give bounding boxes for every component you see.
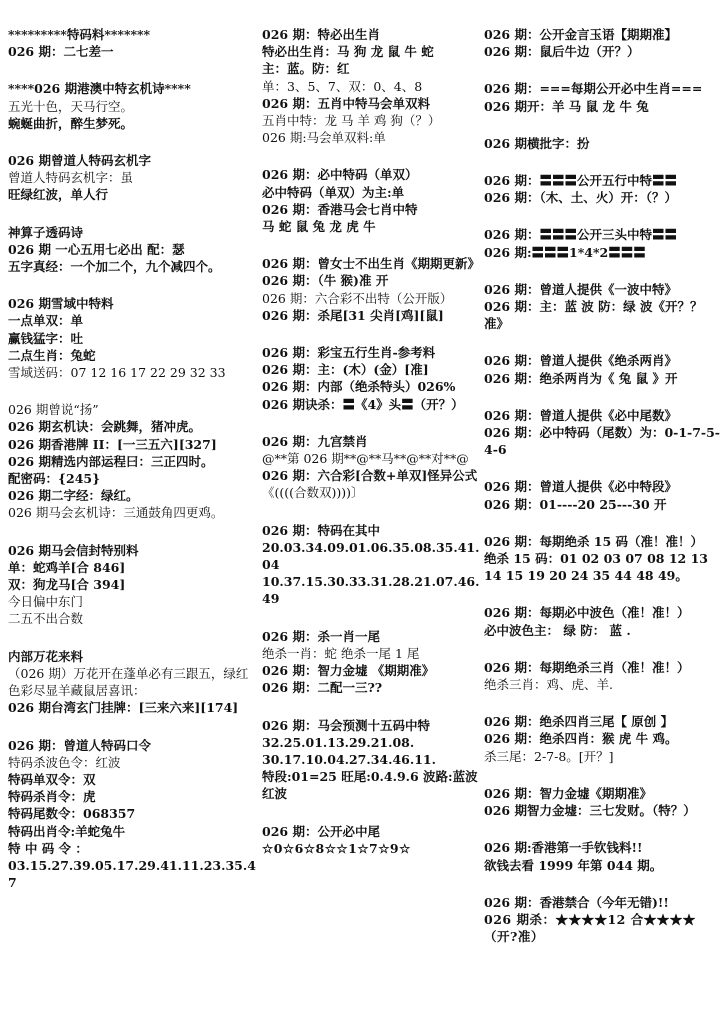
text-line: 026 期：内部（绝杀特头）026% — [262, 379, 456, 395]
text-line: 特必出生肖：马 狗 龙 鼠 牛 蛇 — [262, 44, 434, 60]
text-block — [484, 713, 720, 765]
text-line: 特 中 码 令 ： — [8, 840, 88, 856]
text-line: 二点生肖：兔蛇 — [8, 347, 96, 363]
text-block — [484, 894, 720, 946]
text-line: 特码单双令：双 — [8, 771, 96, 787]
text-block — [484, 478, 720, 512]
text-line: 配密码：{245} — [8, 471, 101, 487]
text-block — [262, 26, 484, 146]
text-line: 026 期：智力金墟《期期准》 — [484, 785, 652, 801]
text-line: 026 期：六合彩不出特（公开版） — [262, 290, 453, 306]
text-line: 雪域送码：07 12 16 17 22 29 32 33 — [8, 365, 226, 381]
text-line: 026 期：曾道人提供《一波中特》 — [484, 281, 677, 297]
text-line: 026 期开：羊 马 鼠 龙 牛 兔 — [484, 98, 649, 114]
text-line: 026 期：杀一肖一尾 — [262, 628, 380, 644]
text-line: 026 期：曾道人提供《绝杀两肖》 — [484, 353, 677, 369]
text-line: *********特码料******* — [8, 27, 151, 42]
text-line: 内部万花来料 — [8, 648, 84, 664]
text-line: 马 蛇 鼠 兔 龙 虎 牛 — [262, 219, 376, 235]
text-line: 特码出肖令:羊蛇兔牛 — [8, 823, 126, 839]
text-line: 026 期：主：(木）(金）[准] — [262, 362, 429, 378]
text-block — [484, 135, 720, 152]
text-line: 026 期曾说“扬” — [8, 402, 99, 418]
text-line: 026 期：曾道人特码口令 — [8, 737, 151, 753]
text-line: 绝杀 15 码：01 02 03 07 08 12 13 14 15 19 20 24 35 44 48 49。 — [484, 551, 708, 584]
text-line: 曾道人特码玄机字：虽 — [8, 170, 134, 186]
text-block — [262, 717, 484, 803]
text-block — [8, 295, 256, 381]
text-line: 026 期：彩宝五行生肖-参考料 — [262, 345, 436, 361]
text-line: 单：3、5、7、双：0、4、8 — [262, 78, 423, 94]
text-block — [484, 281, 720, 333]
text-line: 026 期：杀尾[31 尖肖[鸡][鼠] — [262, 307, 444, 323]
text-line: 026 期：二配一三?? — [262, 680, 383, 696]
text-line: 杀三尾：2-7-8。[开？] — [484, 748, 614, 764]
text-block — [8, 26, 256, 60]
text-line: 10.37.15.30.33.31.28.21.07.46.49 — [262, 574, 480, 607]
text-line: 026 期曾道人特码玄机字 — [8, 153, 151, 169]
text-line: 026 期：曾道人提供《必中尾数》 — [484, 407, 677, 423]
text-line: 026 期：绝杀两肖为《 兔 鼠 》开 — [484, 370, 678, 386]
text-line: 必中特码（单双）为主:单 — [262, 184, 405, 200]
text-line: 特段:01=25 旺尾:0.4.9.6 波路:蓝波红波 — [262, 769, 478, 802]
text-line: 026 期雪域中特料 — [8, 296, 114, 312]
text-line: 026 期：（牛 猴)准 开 — [262, 273, 389, 289]
text-line: 026 期：01----20 25---30 开 — [484, 496, 667, 512]
text-line: 蜿蜒曲折，醉生梦死。 — [8, 115, 134, 131]
text-block — [484, 226, 720, 260]
text-line: 026 期：六合彩[合数+单双]怪异公式 — [262, 468, 478, 484]
text-line: 一点单双：单 — [8, 313, 84, 329]
text-line: 026 期：二七差一 — [8, 44, 114, 60]
text-block — [8, 737, 256, 892]
text-line: 必中波色主： 绿 防： 蓝 . — [484, 622, 631, 638]
text-line: 026 期：曾女士不出生肖《期期更新》 — [262, 256, 480, 272]
text-block — [8, 152, 256, 204]
text-line: 五光十色，天马行空。 — [8, 98, 134, 114]
text-line: 双：狗龙马[合 394] — [8, 577, 126, 593]
text-block — [484, 172, 720, 206]
text-line: 026 期香港牌 II：[一三五六][327] — [8, 436, 217, 452]
text-line: 五字真经：一个加二个，九个减四个。 — [8, 259, 221, 275]
text-line: 026 期：鼠后牛边（开？） — [484, 44, 640, 60]
text-line: 026 期玄机诀：会跳舞，猪冲虎。 — [8, 419, 201, 435]
text-line: 026 期：特必出生肖 — [262, 27, 380, 42]
text-block — [8, 542, 256, 628]
text-line: 《((((合数双))))〕 — [262, 485, 364, 501]
text-block — [262, 823, 484, 857]
text-block — [484, 604, 720, 638]
text-line: ****026 期港澳中特玄机诗**** — [8, 81, 191, 97]
text-line: @**第 026 期**@**马**@**对**@ — [262, 451, 469, 467]
text-line: 026 期马会玄机诗：三通鼓角四更鸡。 — [8, 505, 224, 521]
text-block — [484, 407, 720, 459]
text-line: 026 期：每期必中波色（准！准！） — [484, 605, 690, 621]
text-line: 026 期 一心五用七必出 配：瑟 — [8, 241, 185, 257]
text-line: 026 期：===每期公开必中生肖=== — [484, 81, 703, 97]
text-line: 绝杀三肖：鸡、虎、羊. — [484, 677, 613, 693]
text-line: 026 期：〓〓〓公开五行中特〓〓 — [484, 173, 677, 189]
text-line: 单：蛇鸡羊[合 846] — [8, 559, 126, 575]
text-line: 赢钱猛字：吐 — [8, 330, 84, 346]
text-line: 026 期马会信封特别料 — [8, 542, 139, 558]
text-line: 二五不出合数 — [8, 611, 84, 627]
text-line: 026 期：马会预测十五码中特 — [262, 717, 430, 733]
text-line: 欲钱去看 1999 年第 044 期。 — [484, 857, 663, 873]
text-line: 026 期：每期绝杀三肖（准！准！） — [484, 659, 690, 675]
text-line: 03.15.27.39.05.17.29.41.11.23.35.47 — [8, 857, 256, 891]
text-line: 026 期：必中特码（单双） — [262, 167, 418, 183]
text-line: 特码杀波色令：红波 — [8, 754, 121, 770]
text-block — [484, 839, 720, 873]
text-line: 026 期:〓〓〓1*4*2〓〓〓 — [484, 244, 646, 260]
text-block — [262, 255, 484, 324]
text-line: 026 期：香港禁合（今年无错)!! — [484, 894, 669, 910]
text-line: 旺绿红波，单人行 — [8, 187, 109, 203]
text-line: 32.25.01.13.29.21.08. — [262, 734, 415, 750]
text-line: 026 期：绝杀四肖三尾【 原创 】 — [484, 714, 674, 730]
text-line: 主：蓝。防：红 — [262, 61, 350, 77]
text-line: 特码尾数令：068357 — [8, 806, 136, 822]
text-block — [8, 648, 256, 717]
text-line: （026 期）万花开在蓬单必有三跟五，绿红色彩尽显羊藏鼠居喜讯： — [8, 665, 249, 699]
text-line: 026 期精选内部运程曰：三正四时。 — [8, 453, 214, 469]
text-line: 026 期：特码在其中 — [262, 522, 380, 538]
text-block — [262, 166, 484, 235]
text-line: 026 期智力金墟：三七发财。（特？） — [484, 803, 696, 819]
text-line: 五肖中特：龙 马 羊 鸡 狗（？） — [262, 113, 441, 129]
text-line: 026 期:马会单双料:单 — [262, 130, 386, 146]
text-line: 026 期：〓〓〓公开三头中特〓〓 — [484, 227, 677, 243]
text-line: 026 期：五肖中特马会单双料 — [262, 95, 430, 111]
text-block — [262, 344, 484, 413]
text-block — [262, 628, 484, 697]
text-line: 026 期：主：蓝 波 防：绿 波《开？？准》 — [484, 299, 703, 332]
text-line: 今日偏中东门 — [8, 594, 84, 610]
text-line: 026 期杀：★★★★12 合★★★★（开?准） — [484, 911, 696, 945]
text-block — [484, 80, 720, 114]
text-line: 026 期：曾道人提供《必中特段》 — [484, 479, 677, 495]
text-block — [484, 785, 720, 819]
text-block — [484, 533, 720, 585]
text-line: ☆0☆6☆8☆☆1☆7☆9☆ — [262, 840, 411, 856]
text-line: 026 期横批字：扮 — [484, 135, 590, 151]
text-line: 绝杀一肖：蛇 绝杀一尾 1 尾 — [262, 645, 420, 661]
text-block — [484, 26, 720, 60]
text-line: 026 期：（木、土、火）开：（？） — [484, 190, 677, 206]
text-line: 026 期：每期绝杀 15 码（准！准！） — [484, 533, 704, 549]
text-block — [262, 433, 484, 502]
text-line: 026 期:香港第一手钦钱料!! — [484, 840, 643, 856]
column-right — [484, 26, 720, 965]
text-line: 026 期：智力金墟 《期期准》 — [262, 663, 435, 679]
column-left — [8, 26, 256, 911]
text-line: 30.17.10.04.27.34.46.11. — [262, 751, 436, 767]
text-line: 026 期台湾玄门挂牌：[三来六来][174] — [8, 700, 239, 716]
text-line: 026 期：香港马会七肖中特 — [262, 201, 418, 217]
text-line: 026 期：公开金言玉语【期期准】 — [484, 27, 677, 42]
column-middle — [262, 26, 484, 877]
text-block — [262, 522, 484, 608]
text-line: 026 期：绝杀四肖：猴 虎 牛 鸡。 — [484, 731, 678, 747]
text-line: 026 期：必中特码（尾数）为：0-1-7-5-4-6 — [484, 425, 720, 458]
text-block — [484, 352, 720, 386]
text-line: 神算子透码诗 — [8, 224, 84, 240]
text-line: 20.03.34.09.01.06.35.08.35.41.04 — [262, 539, 480, 573]
text-line: 026 期：公开必中尾 — [262, 823, 380, 839]
text-block — [484, 659, 720, 693]
text-block — [8, 401, 256, 521]
text-line: 特码杀肖令：虎 — [8, 789, 96, 805]
text-block — [8, 80, 256, 132]
text-line: 026 期诀杀：〓《4》头〓（开？） — [262, 396, 464, 412]
text-block — [8, 224, 256, 276]
text-line: 026 期二字经：绿红。 — [8, 488, 139, 504]
text-line: 026 期：九宫禁肖 — [262, 433, 368, 449]
